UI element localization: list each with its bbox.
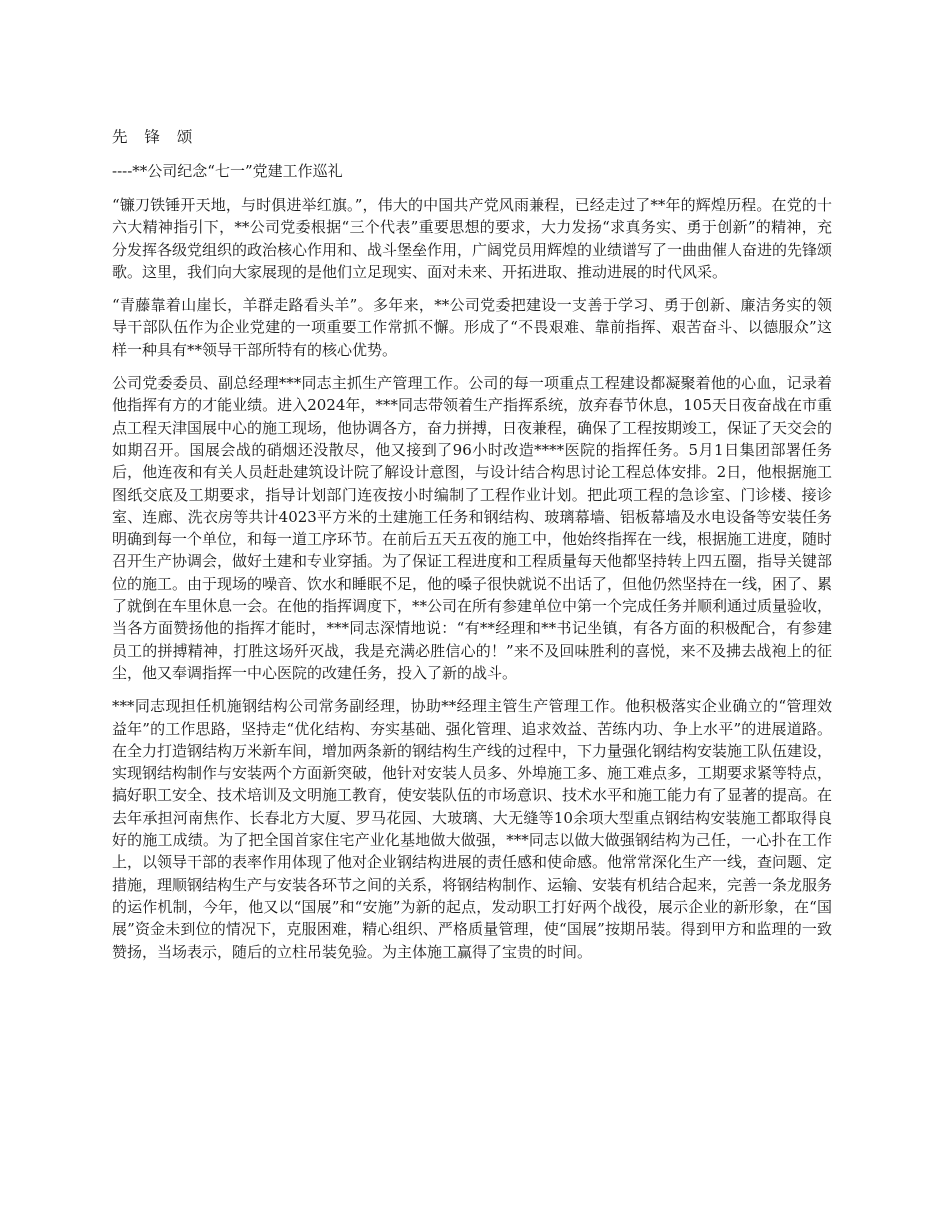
paragraph: 公司党委委员、副总经理***同志主抓生产管理工作。公司的每一项重点工程建设都凝聚着他的心血，记录着他指挥有方的才能业绩。进入2024年，***同志带领着生产指挥系统，放弃春节休息，105天日夜奋战在市重点工程天津国展中心的施工现场，他协调各方，奋力拼搏，日夜兼程，确保了工程按期竣工，保证了天交会的如期召开。国展会战的硝烟还没散尽，他又接到了96小时改造****医院的指挥任务。5月1日集团部署任务后，他连夜和有关人员赶赴建筑设计院了解设计意图，与设计结合构思讨论工程总体安排。2日，他根据施工图纸交底及工期要求，指导计划部门连夜按小时编制了工程作业计划。把此项工程的急诊室、门诊楼、接诊室、连廊、洗衣房等共计4023平方米的土建施工任务和钢结构、玻璃幕墙、铝板幕墙及水电设备等安装任务明确到每一个单位，和每一道工序环节。在前后五天五夜的施工中，他始终指挥在一线，根据施工进度，随时召开生产协调会，做好土建和专业穿插。为了保证工程进度和工程质量每天他都坚持转上四五圈，指导关键部位的施工。由于现场的噪音、饮水和睡眠不足，他的嗓子很快就说不出话了，但他仍然坚持在一线，困了、累了就倒在车里休息一会。在他的指挥调度下，**公司在所有参建单位中第一个完成任务并顺利通过质量验收，当各方面赞扬他的指挥才能时，***同志深情地说：“有**经理和**书记坐镇，有各方面的积极配合，有参建员工的拼搏精神，打胜这场歼灭战，我是充满必胜信心的！”来不及回味胜利的喜悦，来不及拂去战袍上的征尘，他又奉调指挥一中心医院的改建任务，投入了新的战斗。	[112, 374, 833, 682]
paragraph: ***同志现担任机施钢结构公司常务副经理，协助**经理主管生产管理工作。他积极落实企业确立的“管理效益年”的工作思路，坚持走“优化结构、夯实基础、强化管理、追求效益、苦练内功、争上水平”的进展道路。在全力打造钢结构万米新车间，增加两条新的钢结构生产线的过程中，下力量强化钢结构安装施工队伍建设，实现钢结构制作与安装两个方面新突破，他针对安装人员多、外埠施工多、施工难点多，工期要求紧等特点，搞好职工安全、技术培训及文明施工教育，使安装队伍的市场意识、技术水平和施工能力有了显著的提高。在去年承担河南焦作、长春北方大厦、罗马花园、大玻璃、大无缝等10余项大型重点钢结构安装施工都取得良好的施工成绩。为了把全国首家住宅产业化基地做大做强，***同志以做大做强钢结构为己任，一心扑在工作上，以领导干部的表率作用体现了他对企业钢结构进展的责任感和使命感。他常常深化生产一线，查问题、定措施，理顺钢结构生产与安装各环节之间的关系，将钢结构制作、运输、安装有机结合起来，完善一条龙服务的运作机制，今年，他又以“国展”和“安施”为新的起点，发动职工打好两个战役，展示企业的新形象，在“国展”资金未到位的情况下，克服困难，精心组织、严格质量管理，使“国展”按期吊装。得到甲方和监理的一致赞扬，当场表示，随后的立柱吊装免验。为主体施工赢得了宝贵的时间。	[112, 697, 833, 961]
paragraph: “镰刀铁锤开天地，与时俱进举红旗。”，伟大的中国共产党风雨兼程，已经走过了**年的辉煌历程。在党的十六大精神指引下，**公司党委根据“三个代表”重要思想的要求，大力发扬“求真务实、勇于创新”的精神，充分发挥各级党组织的政治核心作用和、战斗堡垒作用，广阔党员用辉煌的业绩谱写了一曲曲催人奋进的先锋颂歌。这里，我们向大家展现的是他们立足现实、面对未来、开拓进取、推动进展的时代风采。	[112, 196, 833, 281]
document-page	[112, 125, 832, 974]
document-subtitle: ----**公司纪念“七一”党建工作巡礼	[112, 162, 343, 180]
document-title: 先 锋 颂	[112, 128, 199, 146]
paragraph: “青藤靠着山崖长，羊群走路看头羊”。多年来，**公司党委把建设一支善于学习、勇于创新、廉洁务实的领导干部队伍作为企业党建的一项重要工作常抓不懈。形成了“不畏艰难、靠前指挥、艰苦奋斗、以德服众”这样一种具有**领导干部所特有的核心优势。	[112, 296, 832, 359]
